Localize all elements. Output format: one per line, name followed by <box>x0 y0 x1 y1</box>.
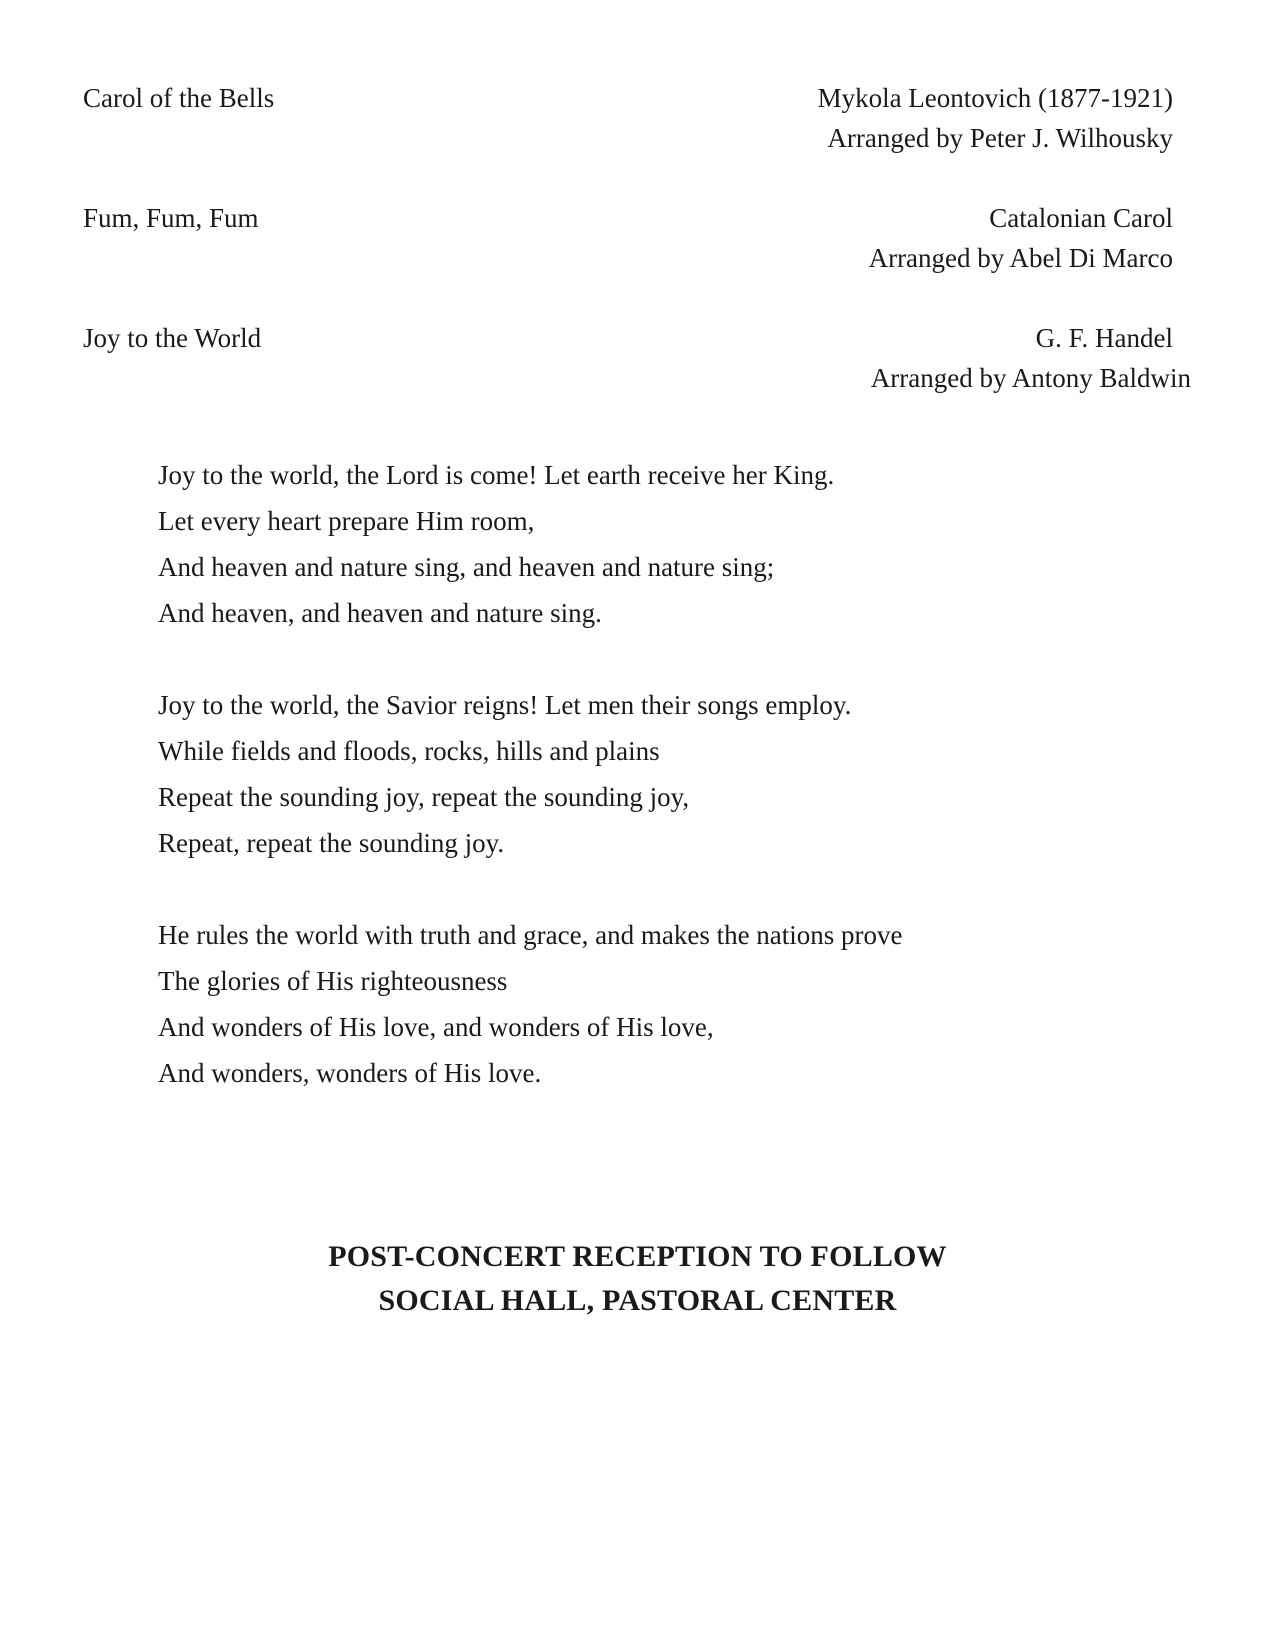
program-list <box>83 78 1191 438</box>
piece-credits <box>818 78 1173 158</box>
program-piece-joy-to-the-world <box>83 318 1191 438</box>
lyric-line: He rules the world with truth and grace, and makes the nations prove <box>158 920 903 950</box>
lyric-line: Let every heart prepare Him room, <box>158 506 535 536</box>
piece-title: Fum, Fum, Fum <box>83 203 259 233</box>
arranger: Arranged by Peter J. Wilhousky <box>827 123 1173 153</box>
piece-credits <box>870 318 1191 398</box>
composer: G. F. Handel <box>1035 323 1173 353</box>
lyric-line: And heaven, and heaven and nature sing. <box>158 598 602 628</box>
reception-notice-line-2: SOCIAL HALL, PASTORAL CENTER <box>378 1284 897 1317</box>
lyric-line: Joy to the world, the Savior reigns! Let men their songs employ. <box>158 690 852 720</box>
reception-notice <box>0 1235 1275 1323</box>
composer: Catalonian Carol <box>989 203 1173 233</box>
lyric-line: While fields and floods, rocks, hills and plains <box>158 736 660 766</box>
reception-notice-line-1: POST-CONCERT RECEPTION TO FOLLOW <box>328 1240 947 1273</box>
piece-credits <box>869 198 1173 278</box>
lyrics-stanza-3 <box>158 912 903 1096</box>
lyrics-stanza-1 <box>158 452 903 636</box>
lyric-line: And wonders, wonders of His love. <box>158 1058 542 1088</box>
lyrics-stanza-2 <box>158 682 903 866</box>
piece-title: Carol of the Bells <box>83 83 275 113</box>
lyric-line: Joy to the world, the Lord is come! Let earth receive her King. <box>158 460 835 490</box>
lyric-line: And wonders of His love, and wonders of His love, <box>158 1012 714 1042</box>
program-piece-fum-fum-fum <box>83 198 1173 318</box>
piece-title: Joy to the World <box>83 323 262 353</box>
lyric-line: The glories of His righteousness <box>158 966 508 996</box>
program-piece-carol-of-the-bells <box>83 78 1173 198</box>
composer: Mykola Leontovich (1877-1921) <box>817 83 1173 113</box>
arranger: Arranged by Antony Baldwin <box>870 363 1191 393</box>
lyric-line: Repeat, repeat the sounding joy. <box>158 828 505 858</box>
arranger: Arranged by Abel Di Marco <box>868 243 1173 273</box>
lyric-line: And heaven and nature sing, and heaven and nature sing; <box>158 552 775 582</box>
lyric-line: Repeat the sounding joy, repeat the sounding joy, <box>158 782 690 812</box>
joy-to-the-world-lyrics <box>158 452 903 1142</box>
